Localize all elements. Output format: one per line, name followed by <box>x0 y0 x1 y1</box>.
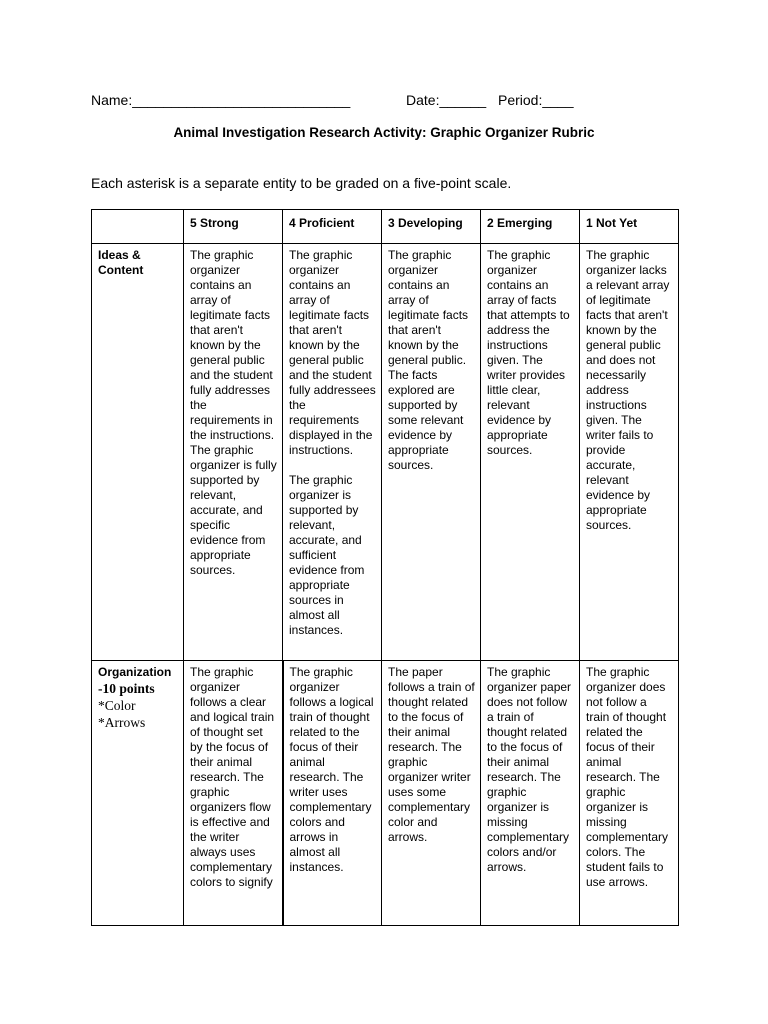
criteria-arrows: *Arrows <box>98 715 146 730</box>
points-label: -10 points <box>98 681 155 696</box>
column-header-4-proficient: 4 Proficient <box>283 210 382 244</box>
rubric-cell-text: The graphic organizer contains an array of legitimate facts that aren't known by the general public and the student fully addressees the requirements displayed in the instructions. <box>289 248 376 457</box>
row-label-organization <box>92 661 184 926</box>
column-header-3-developing: 3 Developing <box>382 210 481 244</box>
rubric-cell: The graphic organizer lacks a relevant array of legitimate facts that aren't known by the general public and does not necessarily address instructions given. The writer fails to provide accurate, relevant evidence by appropriate sources. <box>580 244 679 661</box>
rubric-cell-text: The graphic organizer is supported by relevant, accurate, and sufficient evidence from appropriate sources in almost all instances. <box>289 473 365 637</box>
document-title: Animal Investigation Research Activity: Graphic Organizer Rubric <box>173 125 595 140</box>
rubric-cell: The graphic organizer contains an array of facts that attempts to address the instructions given. The writer provides little clear, relevant evidence by appropriate sources. <box>481 244 580 661</box>
rubric-cell: The paper follows a train of thought related to the focus of their animal research. The graphic organizer writer uses some complementary color and arrows. <box>382 661 481 926</box>
header-fields <box>91 92 681 108</box>
rubric-header-row <box>92 210 679 244</box>
table-row <box>92 661 679 926</box>
row-label-ideas-content: Ideas & Content <box>92 244 184 661</box>
column-header-5-strong: 5 Strong <box>184 210 283 244</box>
rubric-cell: The graphic organizer contains an array of legitimate facts that aren't known by the general public. The facts explored are supported by some relevant evidence by appropriate sources. <box>382 244 481 661</box>
period-field[interactable]: Period:____ <box>498 92 574 108</box>
rubric-cell: The graphic organizer paper does not follow a train of thought related to the focus of their animal research. The graphic organizer is missing complementary colors and/or arrows. <box>481 661 580 926</box>
row-label-text: Organization <box>98 665 172 679</box>
column-header-criteria <box>92 210 184 244</box>
rubric-cell: The graphic organizer follows a logical train of thought related to the focus of their animal research. The writer uses complementary colors and arrows in almost all instances. <box>283 661 382 926</box>
criteria-color: *Color <box>98 698 136 713</box>
date-field[interactable]: Date:______ <box>406 92 487 108</box>
column-header-2-emerging: 2 Emerging <box>481 210 580 244</box>
rubric-cell <box>283 244 382 661</box>
rubric-cell: The graphic organizer contains an array of legitimate facts that aren't known by the general public and the student fully addresses the requirements in the instructions. The graphic organizer is fully supported by relevant, accurate, and specific evidence from appropriate sources. <box>184 244 283 661</box>
name-field[interactable]: Name:____________________________ <box>91 92 351 108</box>
rubric-cell: The graphic organizer does not follow a train of thought related the focus of their animal research. The graphic organizer is missing complementary colors. The student fails to use arrows. <box>580 661 679 926</box>
column-header-1-not-yet: 1 Not Yet <box>580 210 679 244</box>
rubric-cell: The graphic organizer follows a clear and logical train of thought set by the focus of their animal research. The graphic organizers flow is effective and the writer always uses complementary colors to signify <box>184 661 283 926</box>
rubric-table <box>91 209 679 926</box>
table-row <box>92 244 679 661</box>
intro-text: Each asterisk is a separate entity to be graded on a five-point scale. <box>91 175 512 191</box>
